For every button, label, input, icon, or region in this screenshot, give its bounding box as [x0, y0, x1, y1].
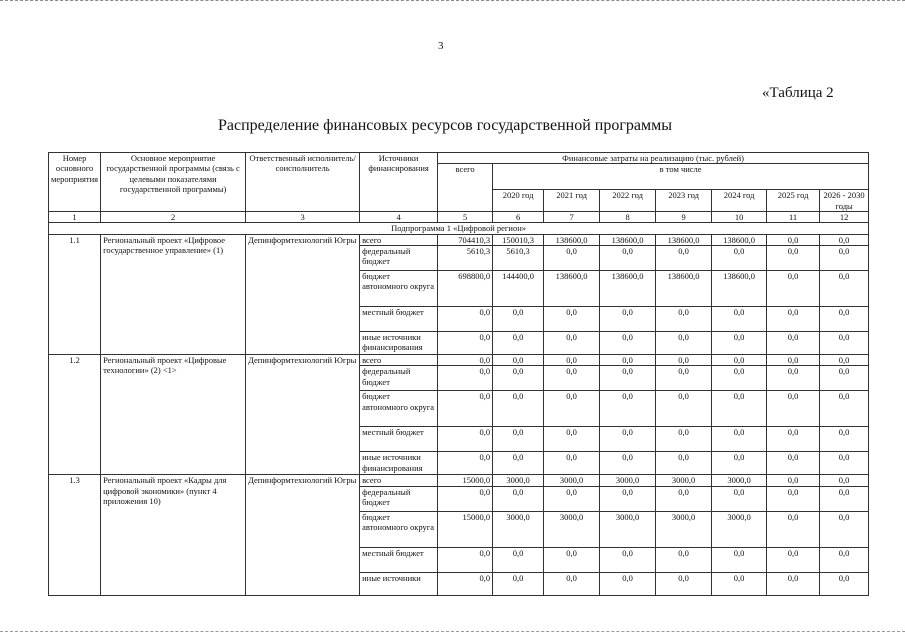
amount-cell: 0,0: [712, 307, 767, 332]
header-year: 2021 год: [544, 190, 600, 212]
subprogram-row: [49, 223, 869, 234]
column-number: 7: [544, 212, 600, 223]
funding-source: местный бюджет: [360, 307, 438, 332]
amount-cell: 138600,0: [712, 271, 767, 307]
amount-cell: 0,0: [712, 332, 767, 355]
table-caption: «Таблица 2: [762, 85, 834, 101]
amount-cell: 0,0: [712, 366, 767, 391]
amount-cell: 0,0: [600, 391, 656, 427]
funding-source: бюджет автономного округа: [360, 271, 438, 307]
amount-cell: 0,0: [712, 391, 767, 427]
amount-cell: 5610,3: [438, 246, 493, 271]
column-number: 4: [360, 212, 438, 223]
amount-cell: 0,0: [493, 427, 544, 452]
amount-cell: 0,0: [600, 486, 656, 511]
amount-cell: 0,0: [712, 427, 767, 452]
amount-cell: 0,0: [712, 452, 767, 475]
amount-cell: 3000,0: [656, 475, 712, 486]
amount-cell: 0,0: [438, 486, 493, 511]
amount-cell: 0,0: [820, 234, 869, 245]
amount-cell: 0,0: [767, 391, 820, 427]
amount-cell: 0,0: [600, 366, 656, 391]
amount-cell: 0,0: [767, 427, 820, 452]
activity-executor: Депинформтехнологий Югры: [246, 234, 360, 354]
amount-cell: 0,0: [820, 511, 869, 547]
amount-cell: 0,0: [600, 427, 656, 452]
amount-cell: 0,0: [544, 452, 600, 475]
amount-cell: 0,0: [600, 452, 656, 475]
amount-cell: 138600,0: [600, 271, 656, 307]
amount-cell: 0,0: [712, 246, 767, 271]
amount-cell: 0,0: [767, 572, 820, 595]
amount-cell: 0,0: [820, 246, 869, 271]
amount-cell: 0,0: [820, 366, 869, 391]
activity-number: 1.1: [49, 234, 101, 354]
activity-name: Региональный проект «Цифровые технологии» (2) <1>: [101, 355, 246, 475]
amount-cell: 0,0: [544, 572, 600, 595]
amount-cell: 5610,3: [493, 246, 544, 271]
amount-cell: 144400,0: [493, 271, 544, 307]
amount-cell: 0,0: [544, 246, 600, 271]
column-number: 8: [600, 212, 656, 223]
amount-cell: 3000,0: [712, 475, 767, 486]
amount-cell: 0,0: [820, 452, 869, 475]
column-number: 11: [767, 212, 820, 223]
amount-cell: 0,0: [438, 547, 493, 572]
funding-source: всего: [360, 234, 438, 245]
bottom-page-edge: [0, 631, 905, 632]
column-number: 9: [656, 212, 712, 223]
activity-number: 1.3: [49, 475, 101, 595]
amount-cell: 0,0: [600, 547, 656, 572]
amount-cell: 0,0: [493, 307, 544, 332]
amount-cell: 0,0: [438, 427, 493, 452]
funding-source: всего: [360, 355, 438, 366]
amount-cell: 0,0: [712, 486, 767, 511]
amount-cell: 0,0: [544, 307, 600, 332]
amount-cell: 3000,0: [544, 475, 600, 486]
header-executor: Ответственный исполнитель/соисполнитель: [246, 153, 360, 212]
amount-cell: 704410,3: [438, 234, 493, 245]
amount-cell: 0,0: [656, 355, 712, 366]
amount-cell: 0,0: [767, 307, 820, 332]
amount-cell: 3000,0: [600, 475, 656, 486]
column-number: 1: [49, 212, 101, 223]
header-row: [49, 153, 869, 164]
amount-cell: 0,0: [438, 452, 493, 475]
amount-cell: 0,0: [544, 355, 600, 366]
amount-cell: 138600,0: [712, 234, 767, 245]
amount-cell: 0,0: [438, 572, 493, 595]
table-row: [49, 355, 869, 366]
amount-cell: 3000,0: [712, 511, 767, 547]
column-numbers-row: [49, 212, 869, 223]
amount-cell: 0,0: [600, 332, 656, 355]
header-including: в том числе: [493, 164, 869, 190]
table-row: [49, 234, 869, 245]
header-costs: Финансовые затраты на реализацию (тыс. рублей): [438, 153, 869, 164]
amount-cell: 0,0: [493, 366, 544, 391]
activity-executor: Депинформтехнологий Югры: [246, 355, 360, 475]
amount-cell: 3000,0: [600, 511, 656, 547]
header-year: 2020 год: [493, 190, 544, 212]
header-year: 2026 - 2030 годы: [820, 190, 869, 212]
amount-cell: 0,0: [544, 332, 600, 355]
amount-cell: 0,0: [767, 486, 820, 511]
funding-source: местный бюджет: [360, 547, 438, 572]
amount-cell: 138600,0: [656, 271, 712, 307]
column-number: 12: [820, 212, 869, 223]
financial-resources-table: [48, 152, 869, 596]
amount-cell: 3000,0: [544, 511, 600, 547]
amount-cell: 0,0: [820, 307, 869, 332]
header-year: 2025 год: [767, 190, 820, 212]
table-row: [49, 475, 869, 486]
column-number: 6: [493, 212, 544, 223]
amount-cell: 0,0: [712, 572, 767, 595]
amount-cell: 0,0: [600, 246, 656, 271]
header-year: 2023 год: [656, 190, 712, 212]
amount-cell: 0,0: [712, 547, 767, 572]
amount-cell: 0,0: [767, 452, 820, 475]
funding-source: иные источники: [360, 572, 438, 595]
activity-name: Региональный проект «Цифровое государственное управление» (1): [101, 234, 246, 354]
amount-cell: 0,0: [656, 547, 712, 572]
activity-name: Региональный проект «Кадры для цифровой экономики» (пункт 4 приложения 10): [101, 475, 246, 595]
amount-cell: 0,0: [767, 246, 820, 271]
amount-cell: 0,0: [820, 391, 869, 427]
amount-cell: 3000,0: [656, 511, 712, 547]
amount-cell: 0,0: [544, 547, 600, 572]
amount-cell: 3000,0: [493, 511, 544, 547]
amount-cell: 0,0: [767, 547, 820, 572]
amount-cell: 0,0: [820, 427, 869, 452]
column-number: 10: [712, 212, 767, 223]
amount-cell: 0,0: [767, 234, 820, 245]
subprogram-title: Подпрограмма 1 «Цифровой регион»: [49, 223, 869, 234]
column-number: 2: [101, 212, 246, 223]
header-sources: Источники финансирования: [360, 153, 438, 212]
amount-cell: 0,0: [820, 486, 869, 511]
funding-source: бюджет автономного округа: [360, 511, 438, 547]
funding-source: федеральный бюджет: [360, 246, 438, 271]
amount-cell: 0,0: [544, 427, 600, 452]
amount-cell: 0,0: [438, 307, 493, 332]
amount-cell: 0,0: [656, 391, 712, 427]
amount-cell: 0,0: [767, 271, 820, 307]
amount-cell: 0,0: [493, 547, 544, 572]
amount-cell: 138600,0: [544, 271, 600, 307]
amount-cell: 0,0: [656, 486, 712, 511]
funding-source: иные источники финансирования: [360, 332, 438, 355]
amount-cell: 0,0: [493, 355, 544, 366]
amount-cell: 0,0: [656, 366, 712, 391]
amount-cell: 0,0: [493, 391, 544, 427]
amount-cell: 0,0: [767, 366, 820, 391]
amount-cell: 0,0: [438, 332, 493, 355]
amount-cell: 0,0: [544, 366, 600, 391]
header-activity: Основное мероприятие государственной программы (связь с целевыми показателями государственной программы): [101, 153, 246, 212]
amount-cell: 0,0: [656, 572, 712, 595]
amount-cell: 138600,0: [600, 234, 656, 245]
column-number: 5: [438, 212, 493, 223]
amount-cell: 0,0: [600, 307, 656, 332]
amount-cell: 15000,0: [438, 511, 493, 547]
amount-cell: 0,0: [656, 452, 712, 475]
funding-source: местный бюджет: [360, 427, 438, 452]
top-page-edge: [0, 0, 905, 1]
amount-cell: 138600,0: [656, 234, 712, 245]
funding-source: федеральный бюджет: [360, 366, 438, 391]
amount-cell: 0,0: [656, 307, 712, 332]
amount-cell: 150010,3: [493, 234, 544, 245]
header-year: 2022 год: [600, 190, 656, 212]
amount-cell: 0,0: [767, 332, 820, 355]
page-number: 3: [438, 40, 444, 52]
amount-cell: 0,0: [820, 355, 869, 366]
amount-cell: 15000,0: [438, 475, 493, 486]
amount-cell: 0,0: [438, 355, 493, 366]
amount-cell: 0,0: [438, 391, 493, 427]
amount-cell: 698800,0: [438, 271, 493, 307]
amount-cell: 0,0: [600, 572, 656, 595]
activity-number: 1.2: [49, 355, 101, 475]
amount-cell: 0,0: [656, 246, 712, 271]
funding-source: всего: [360, 475, 438, 486]
funding-source: бюджет автономного округа: [360, 391, 438, 427]
amount-cell: 0,0: [767, 355, 820, 366]
amount-cell: 0,0: [493, 332, 544, 355]
amount-cell: 0,0: [493, 572, 544, 595]
amount-cell: 0,0: [656, 332, 712, 355]
amount-cell: 0,0: [493, 452, 544, 475]
document-title: Распределение финансовых ресурсов государственной программы: [218, 117, 672, 134]
amount-cell: 0,0: [712, 355, 767, 366]
funding-source: федеральный бюджет: [360, 486, 438, 511]
amount-cell: 0,0: [656, 427, 712, 452]
amount-cell: 0,0: [767, 511, 820, 547]
amount-cell: 0,0: [820, 332, 869, 355]
amount-cell: 0,0: [767, 475, 820, 486]
amount-cell: 0,0: [600, 355, 656, 366]
header-total: всего: [438, 164, 493, 212]
amount-cell: 0,0: [820, 271, 869, 307]
column-number: 3: [246, 212, 360, 223]
amount-cell: 0,0: [544, 391, 600, 427]
amount-cell: 0,0: [493, 486, 544, 511]
amount-cell: 3000,0: [493, 475, 544, 486]
amount-cell: 0,0: [820, 475, 869, 486]
amount-cell: 0,0: [544, 486, 600, 511]
amount-cell: 138600,0: [544, 234, 600, 245]
amount-cell: 0,0: [438, 366, 493, 391]
header-year: 2024 год: [712, 190, 767, 212]
activity-executor: Депинформтехнологий Югры: [246, 475, 360, 595]
funding-source: иные источники финансирования: [360, 452, 438, 475]
amount-cell: 0,0: [820, 572, 869, 595]
amount-cell: 0,0: [820, 547, 869, 572]
header-number: Номер основного мероприятия: [49, 153, 101, 212]
